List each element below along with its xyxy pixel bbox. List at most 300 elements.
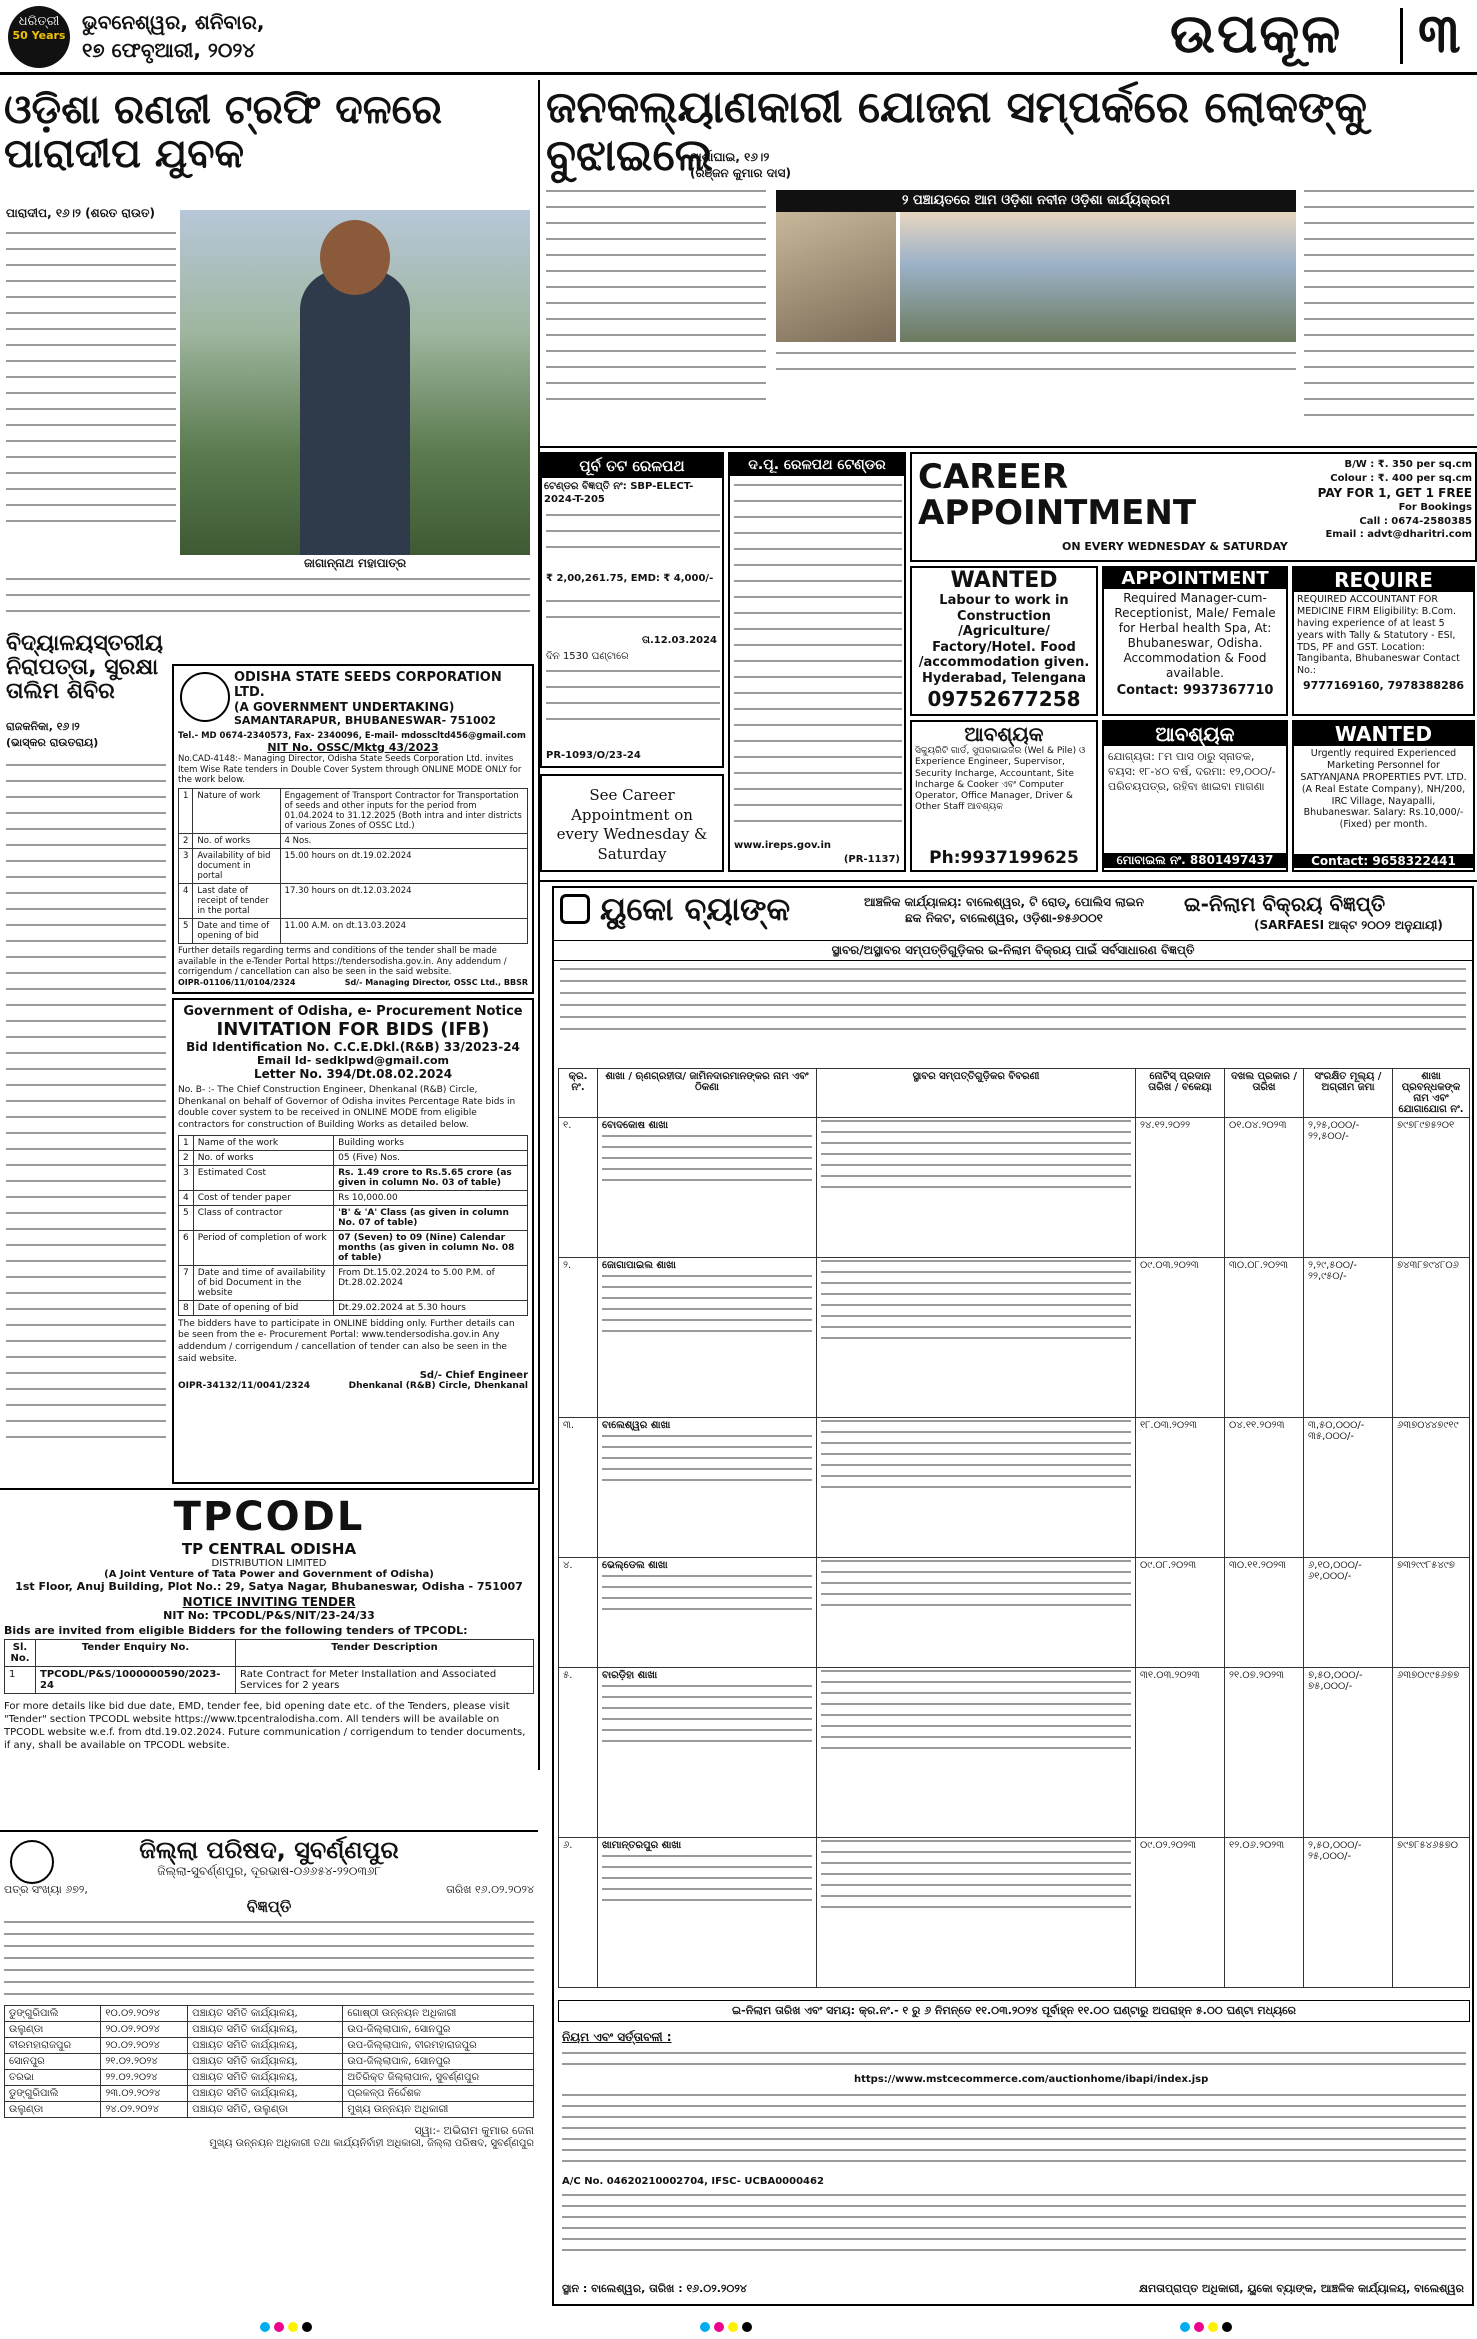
earnest-deposit: ୬୧,୦୦୦/- bbox=[1308, 1571, 1352, 1582]
career-ad-abashyak-2 bbox=[1102, 720, 1288, 872]
rate-bw: B/W : ₹. 350 per sq.cm bbox=[1344, 459, 1472, 470]
cell: ପଞ୍ଚାୟତ ସମିତି କାର୍ଯ୍ୟାଳୟ, bbox=[188, 2086, 343, 2102]
ifb-circle: Dhenkanal (R&B) Circle, Dhenkanal bbox=[348, 1380, 528, 1391]
uco-terms-head: ନିୟମ ଏବଂ ସର୍ତ୍ତାବଳୀ : bbox=[562, 2030, 672, 2044]
table-row bbox=[5, 2022, 534, 2038]
cell: Rate Contract for Meter Installation and Associated Services for 2 years bbox=[236, 1667, 534, 1694]
zp-sign: ସ୍ୱା:- ଅଭିରାମ କୁମାର ଜେନା bbox=[414, 2124, 534, 2137]
branch-name: ବାରଡ଼ିହା ଶାଖା bbox=[602, 1670, 658, 1681]
cell: ୨. bbox=[559, 1258, 598, 1418]
cell: ୩୦.୧୧.୨୦୨୩ bbox=[1225, 1558, 1304, 1668]
masthead bbox=[0, 0, 1477, 70]
cell bbox=[598, 1668, 817, 1838]
tpcodl-address: 1st Floor, Anuj Building, Plot No.: 29, Satya Nagar, Bhubaneswar, Odisha - 751007 bbox=[15, 1580, 523, 1593]
cell: ୦୯.୦୩.୨୦୨୩ bbox=[1136, 1258, 1225, 1418]
tpcodl-name: TP CENTRAL ODISHA bbox=[181, 1540, 357, 1558]
tpcodl-invite: Bids are invited from eligible Bidders for the following tenders of TPCODL: bbox=[4, 1624, 468, 1637]
osscl-table bbox=[178, 788, 528, 944]
table-row bbox=[5, 2006, 534, 2022]
rule-left-col bbox=[0, 1488, 538, 1490]
cell: 11.00 A.M. on dt.13.03.2024 bbox=[280, 918, 527, 943]
ifb-footer: The bidders have to participate in ONLINE bidding only. Further details can be seen from the e- Procurement Portal: www.tendersodisha.gov.in Any addendum / corrigendum / cancellation of tender can also be seen in the said website. bbox=[178, 1318, 515, 1364]
reserve-price: ୨,୫୦,୦୦୦/- bbox=[1308, 1840, 1362, 1851]
story2-body-under-photo bbox=[776, 352, 1296, 384]
cell: ଉଲୁଣ୍ଡା bbox=[5, 2022, 101, 2038]
earnest-deposit: ୭୫,୦୦୦/- bbox=[1308, 1681, 1353, 1692]
cell: ପଞ୍ଚାୟତ ସମିତି କାର୍ଯ୍ୟାଳୟ, bbox=[188, 2022, 343, 2038]
cell: ୩୧.୦୩.୨୦୨୩ bbox=[1136, 1668, 1225, 1838]
ifb-email: Email Id- sedklpwd@gmail.com bbox=[256, 1054, 450, 1067]
cell: 3 bbox=[179, 1165, 194, 1190]
cell: Date of opening of bid bbox=[193, 1300, 333, 1315]
reg-mark-cyan-2 bbox=[700, 2322, 710, 2332]
uco-place-date: ସ୍ଥାନ : ବାଲେଶ୍ୱର, ତାରିଖ : ୧୬.୦୨.୨୦୨୪ bbox=[562, 2282, 747, 2295]
uco-office: ଆଞ୍ଚଳିକ କାର୍ଯ୍ୟାଳୟ: ବାଲେଶ୍ୱର, ଟି ରୋଡ୍, ପୋଲିସ ଲାଇନ ଛକ ନିକଟ, ବାଲେଶ୍ୱର, ଓଡ଼ିଶା-୭୫୬୦୦୧ bbox=[864, 895, 1144, 926]
column-rule-1 bbox=[538, 80, 540, 1770]
cell: 1 bbox=[179, 1135, 194, 1150]
cell-lines bbox=[821, 1840, 1131, 1908]
earnest-deposit: ୨୨,୫୦୦/- bbox=[1308, 1131, 1349, 1142]
reg-mark-magenta-3 bbox=[1194, 2322, 1204, 2332]
reg-mark-black bbox=[302, 2322, 312, 2332]
rate-call: Call : 0674-2580385 bbox=[1359, 515, 1472, 527]
ifb-table bbox=[178, 1135, 528, 1316]
cell: 3 bbox=[179, 848, 193, 883]
ad-title: WANTED bbox=[1294, 722, 1473, 746]
story2-photo-left bbox=[776, 212, 896, 342]
career-ad-wanted bbox=[910, 566, 1098, 716]
career-rates bbox=[1272, 458, 1472, 542]
cell: ମୁଖ୍ୟ ଉନ୍ନୟନ ଅଧିକାରୀ bbox=[343, 2102, 534, 2118]
story1-photo-caption: ଜାଗାନ୍ନାଥ ମହାପାତ୍ର bbox=[303, 556, 407, 570]
story2-body-left bbox=[546, 190, 766, 414]
cell: ପଞ୍ଚାୟତ ସମିତି କାର୍ଯ୍ୟାଳୟ, bbox=[188, 2038, 343, 2054]
table-row bbox=[559, 1558, 1470, 1668]
table-row bbox=[5, 2086, 534, 2102]
story2-photo-right bbox=[900, 212, 1296, 342]
ad-body: Required Manager-cum-Receptionist, Male/ Female for Herbal health Spa, At: Bhubaneswar, Odisha. Accommodation & Food available. bbox=[1114, 591, 1276, 680]
reserve-price: ୨,୨୯,୫୦୦/- bbox=[1308, 1260, 1357, 1271]
logo-text: ଧରିତ୍ରୀ bbox=[18, 14, 60, 29]
cell: ୨୦.୦୨.୨୦୨୪ bbox=[101, 2022, 188, 2038]
cell: Cost of tender paper bbox=[193, 1190, 333, 1205]
player-figure bbox=[300, 270, 410, 555]
table-row bbox=[179, 1165, 528, 1190]
table-row bbox=[5, 2054, 534, 2070]
cell bbox=[817, 1558, 1136, 1668]
branch-name: ଭେଲ୍ଡେଲ ଶାଖା bbox=[602, 1560, 668, 1571]
page-divider bbox=[1400, 8, 1403, 64]
cell bbox=[598, 1118, 817, 1258]
cell: Dt.29.02.2024 at 5.30 hours bbox=[334, 1300, 528, 1315]
cell: 07 (Seven) to 09 (Nine) Calendar months (as given in column No. 08 of table) bbox=[334, 1230, 528, 1265]
ad-title: WANTED bbox=[950, 568, 1058, 593]
cell-lines bbox=[602, 1135, 812, 1181]
cell: ୧. bbox=[559, 1118, 598, 1258]
ad-contact: Ph:9937199625 bbox=[929, 848, 1079, 868]
ad-contact: Contact: 9658322441 bbox=[1294, 854, 1473, 868]
tender-east-body bbox=[546, 514, 720, 562]
story3-byline: (ଭାସ୍କର ରାଉତରାୟ) bbox=[6, 736, 99, 749]
reg-mark-cyan-3 bbox=[1180, 2322, 1190, 2332]
ifb-title: INVITATION FOR BIDS (IFB) bbox=[216, 1019, 490, 1040]
story3-body bbox=[6, 764, 166, 1452]
cell: TPCODL/P&S/1000000590/2023-24 bbox=[36, 1667, 236, 1694]
tender-se-site[interactable]: www.ireps.gov.in bbox=[734, 840, 832, 851]
cell: 1 bbox=[179, 788, 193, 833]
cell-lines bbox=[821, 1560, 1131, 1606]
cell-lines bbox=[821, 1260, 1131, 1339]
cell: ୨୧.୦୭.୨୦୨୩ bbox=[1225, 1668, 1304, 1838]
cell bbox=[817, 1258, 1136, 1418]
cell bbox=[598, 1838, 817, 1988]
uco-auction-line: ଇ-ନିଲାମ ତାରିଖ ଏବଂ ସମୟ: କ୍ର.ନଂ.- ୧ ରୁ ୬ ନିମନ୍ତେ ୧୧.୦୩.୨୦୨୪ ପୂର୍ବାହ୍ନ ୧୧.୦୦ ଘଣ୍ଟାରୁ ଅପରାହ୍ନ ୫.୦୦ ଘଣ୍ଟା ମଧ୍ୟରେ bbox=[558, 2000, 1470, 2022]
cell: Building works bbox=[334, 1135, 528, 1150]
cell: ୧୮.୦୩.୨୦୨୩ bbox=[1136, 1418, 1225, 1558]
cell: ୦୯.୦୨.୨୦୨୩ bbox=[1136, 1838, 1225, 1988]
cell: ୦୯.୦୮.୨୦୨୩ bbox=[1136, 1558, 1225, 1668]
ifb-sign: Sd/- Chief Engineer bbox=[419, 1369, 528, 1381]
cell: ୭୯୭୮୫୪୬୫୭୦ bbox=[1393, 1838, 1470, 1988]
uco-terms-body bbox=[562, 2052, 1466, 2074]
cell: ପଞ୍ଚାୟତ ସମିତି କାର୍ଯ୍ୟାଳୟ, bbox=[188, 2054, 343, 2070]
branch-name: ଖାମାନ୍ତରପୁର ଶାଖା bbox=[602, 1840, 682, 1851]
cell: ୧୦.୦୨.୨୦୨୪ bbox=[101, 2006, 188, 2022]
career-ad-wanted-2 bbox=[1292, 720, 1475, 872]
cell bbox=[817, 1838, 1136, 1988]
career-title: CAREER APPOINTMENT bbox=[918, 457, 1197, 533]
ad-title: APPOINTMENT bbox=[1104, 568, 1286, 589]
table-row bbox=[179, 848, 528, 883]
cell: 1 bbox=[5, 1667, 36, 1694]
cell: 05 (Five) Nos. bbox=[334, 1150, 528, 1165]
uco-bank-name: ୟୁକୋ ବ୍ୟାଙ୍କ bbox=[600, 890, 791, 928]
header-cell: ସ୍ଥାବର ସମ୍ପତ୍ତିଗୁଡ଼ିକର ବିବରଣୀ bbox=[817, 1069, 1136, 1118]
section-name: ଉପକୂଳ bbox=[1170, 2, 1343, 65]
cell: ତରଭା bbox=[5, 2070, 101, 2086]
cell: No. of works bbox=[193, 833, 280, 848]
dateline-date: ୧୭ ଫେବୃଆରୀ, ୨୦୨୪ bbox=[82, 38, 256, 62]
cell bbox=[817, 1418, 1136, 1558]
osscl-footer: Further details regarding terms and conditions of the tender shall be made available in the e-Tender Portal https://tendersodisha.gov.in. Any addendum / corrigendum / cancellation can also be seen in the said website. bbox=[178, 945, 507, 978]
tender-se-body bbox=[734, 484, 902, 836]
cell-lines bbox=[602, 1275, 812, 1332]
ifb-notice bbox=[172, 998, 534, 1484]
tender-east-title: ପୂର୍ବ ତଟ ରେଳପଥ bbox=[542, 454, 722, 478]
header-cell: ଶାଖା / ଋଣଗ୍ରହୀତା/ ଜାମିନଦାରମାନଙ୍କର ନାମ ଏବଂ ଠିକଣା bbox=[598, 1069, 817, 1118]
cell: 2 bbox=[179, 1150, 194, 1165]
reserve-price: ୨,୨୫,୦୦୦/- bbox=[1308, 1120, 1360, 1131]
cell bbox=[1304, 1118, 1393, 1258]
cell: ୨୦.୦୨.୨୦୨୪ bbox=[101, 2038, 188, 2054]
zp-sub: ଜିଲ୍ଲା-ସୁବର୍ଣ୍ଣପୁର, ଦୂରଭାଷ-୦୬୬୫୪-୨୨୦୩୬୮ bbox=[157, 1864, 381, 1878]
tpcodl-notice-title: NOTICE INVITING TENDER bbox=[182, 1595, 356, 1609]
cell: Rs 10,000.00 bbox=[334, 1190, 528, 1205]
story2-dateline: ମାର୍ଶାଘାଇ, ୧୬।୨ bbox=[690, 150, 770, 164]
uco-url[interactable]: https://www.mstcecommerce.com/auctionhome/ibapi/index.jsp bbox=[854, 2074, 1209, 2085]
table-row bbox=[179, 1150, 528, 1165]
uco-intro bbox=[560, 968, 1466, 1040]
tpcodl-sub: DISTRIBUTION LIMITED bbox=[211, 1558, 327, 1569]
table-row bbox=[179, 1300, 528, 1315]
table-header-row bbox=[559, 1069, 1470, 1118]
cell: 'B' & 'A' Class (as given in column No. 07 of table) bbox=[334, 1205, 528, 1230]
story2-headline: ଜନକଲ୍ୟାଣକାରୀ ଯୋଜନା ସମ୍ପର୍କରେ ଲୋକଙ୍କୁ ବୁଝାଇଲେ bbox=[546, 82, 1367, 182]
cell bbox=[1304, 1558, 1393, 1668]
cell: ୨୪.୧୨.୨୦୨୨ bbox=[1136, 1118, 1225, 1258]
rule-above-uco bbox=[540, 880, 1477, 882]
earnest-deposit: ୩୫,୦୦୦/- bbox=[1308, 1431, 1354, 1442]
reg-mark-yellow-3 bbox=[1208, 2322, 1218, 2332]
cell: ୨୪.୦୨.୨୦୨୪ bbox=[101, 2102, 188, 2118]
cell: ୬. bbox=[559, 1838, 598, 1988]
page-number: ୩ bbox=[1418, 2, 1463, 65]
branch-name: ବୋଦକୋଷ ଶାଖା bbox=[602, 1120, 669, 1131]
rule-under-story2 bbox=[540, 446, 1477, 448]
cell bbox=[1304, 1838, 1393, 1988]
masthead-rule bbox=[0, 72, 1477, 75]
cell: ପଞ୍ଚାୟତ ସମିତି କାର୍ଯ୍ୟାଳୟ, bbox=[188, 2006, 343, 2022]
cell: ପ୍ରକଳ୍ପ ନିର୍ଦ୍ଦେଶକ bbox=[343, 2086, 534, 2102]
cell bbox=[1304, 1418, 1393, 1558]
uco-notice bbox=[552, 886, 1474, 2306]
header-cell: କ୍ର. ନଂ. bbox=[559, 1069, 598, 1118]
logo-badge bbox=[8, 6, 70, 68]
cell-lines bbox=[602, 1435, 812, 1481]
earnest-deposit: ୨୨,୯୫୦/- bbox=[1308, 1271, 1347, 1282]
cell-lines bbox=[821, 1670, 1131, 1749]
tender-east-body-2 bbox=[546, 600, 720, 632]
ifb-intro: No. B- :- The Chief Construction Engineer, Dhenkanal (R&B) Circle, Dhenkanal on behalf of Governor of Odisha invites Percentage Rate bids in double cover system to be received in ONLINE MODE from eligible contractors for construction of Building Works as detailed below. bbox=[178, 1085, 516, 1131]
table-row bbox=[179, 833, 528, 848]
cell: ଉପ-ଜିଲ୍ଲାପାଳ, ବୀରମହାରାଜପୁର bbox=[343, 2038, 534, 2054]
ad-contact: 9777169160, 7978388286 bbox=[1302, 679, 1465, 693]
tender-se-railway bbox=[728, 452, 906, 872]
career-ad-require bbox=[1292, 566, 1475, 716]
cell: 8 bbox=[179, 1300, 194, 1315]
ad-contact: 09752677258 bbox=[927, 686, 1081, 711]
story1-body-bottom bbox=[6, 578, 530, 626]
uco-terms-body-3 bbox=[562, 2194, 1466, 2260]
cell: 2 bbox=[179, 833, 193, 848]
cell: ପଞ୍ଚାୟତ ସମିତି, ଉଲୁଣ୍ଡା bbox=[188, 2102, 343, 2118]
tender-east-code: PR-1093/O/23-24 bbox=[546, 750, 641, 761]
dateline-location: ଭୁବନେଶ୍ୱର, ଶନିବାର, bbox=[82, 10, 265, 34]
tender-east-body-3 bbox=[546, 670, 720, 734]
tender-se-title: ଦ.ପୂ. ରେଳପଥ ଟେଣ୍ଡର bbox=[730, 454, 904, 476]
ad-body: ସିକ୍ୟୁରିଟି ଗାର୍ଡ, ସୁପରଭାଇଜର (Wel & Pile) ଓ Experience Engineer, Supervisor, Security Incharge, Accountant, Site Incharge & Cooker ଏବଂ Computer Operator, Office Manager, Driver & Other Staff ଆବଶ୍ୟକ bbox=[915, 746, 1086, 813]
table-row bbox=[179, 1205, 528, 1230]
header-cell: ନୋଟିସ୍ ପ୍ରଦାନ ତାରିଖ / ବକେୟା bbox=[1136, 1069, 1225, 1118]
cell: ସୋନପୁର bbox=[5, 2054, 101, 2070]
zp-title: ଜିଲ୍ଲା ପରିଷଦ, ସୁବର୍ଣ୍ଣପୁର bbox=[139, 1836, 399, 1864]
cell: 4 bbox=[179, 1190, 194, 1205]
story1-dateline: ପାରାଦୀପ, ୧୬।୨ (ଶରତ ରାଉତ) bbox=[6, 206, 155, 220]
cell-lines bbox=[821, 1420, 1131, 1488]
cell bbox=[817, 1118, 1136, 1258]
osscl-address: SAMANTARAPUR, BHUBANESWAR- 751002 bbox=[234, 714, 496, 727]
career-header bbox=[910, 452, 1477, 562]
table-row bbox=[5, 2102, 534, 2118]
cell-lines bbox=[821, 1120, 1131, 1188]
cell: ୭୯୭୮୯୭୫୨୦୧ bbox=[1393, 1118, 1470, 1258]
uco-table bbox=[558, 1068, 1470, 1988]
table-row bbox=[5, 2038, 534, 2054]
header-cell: Sl. No. bbox=[5, 1640, 36, 1667]
uco-subhead: ସ୍ଥାବର/ଅସ୍ଥାବର ସମ୍ପତ୍ତିଗୁଡ଼ିକର ଇ-ନିଲାମ ବିକ୍ରୟ ପାଇଁ ସର୍ବସାଧାରଣ ବିଜ୍ଞପ୍ତି bbox=[554, 940, 1472, 961]
rate-offer: PAY FOR 1, GET 1 FREE bbox=[1317, 486, 1472, 500]
logo-years: 50 Years bbox=[12, 29, 66, 42]
tender-east-time: ଦିନ 1530 ଘଣ୍ଟାରେ bbox=[546, 651, 629, 662]
table-row bbox=[179, 1265, 528, 1300]
table-header-row bbox=[5, 1640, 534, 1667]
table-row bbox=[559, 1418, 1470, 1558]
cell: ଉପ-ଜିଲ୍ଲାପାଳ, ସୋନପୁର bbox=[343, 2054, 534, 2070]
table-row bbox=[179, 1190, 528, 1205]
tpcodl-table bbox=[4, 1639, 534, 1694]
cell: Nature of work bbox=[193, 788, 280, 833]
cell: ପଞ୍ଚାୟତ ସମିତି କାର୍ଯ୍ୟାଳୟ, bbox=[188, 2070, 343, 2086]
career-ad-appointment bbox=[1102, 566, 1288, 716]
table-row bbox=[559, 1118, 1470, 1258]
table-row bbox=[5, 1667, 534, 1694]
ad-contact: Contact: 9937367710 bbox=[1116, 683, 1274, 698]
osscl-logo bbox=[180, 672, 230, 722]
ad-contact: ମୋବାଇଲ ନଂ. 8801497437 bbox=[1104, 853, 1286, 868]
table-row bbox=[559, 1668, 1470, 1838]
zp-letter: ପତ୍ର ସଂଖ୍ୟା ୬୭୨, bbox=[4, 1883, 88, 1896]
table-row bbox=[179, 1230, 528, 1265]
zp-body bbox=[4, 1921, 534, 1995]
zp-heading: ବିଜ୍ଞପ୍ତି bbox=[246, 1897, 292, 1916]
ad-title: ଆବଶ୍ୟକ bbox=[1104, 722, 1286, 746]
cell: Rs. 1.49 crore to Rs.5.65 crore (as given in column No. 03 of table) bbox=[334, 1165, 528, 1190]
cell: Availability of bid document in portal bbox=[193, 848, 280, 883]
osscl-sign: Sd/- Managing Director, OSSC Ltd., BBSR bbox=[344, 977, 528, 987]
cell: 4 bbox=[179, 883, 193, 918]
tpcodl-jv: (A Joint Venture of Tata Power and Government of Odisha) bbox=[104, 1569, 434, 1580]
cell bbox=[1304, 1668, 1393, 1838]
ifb-bid-id: Bid Identification No. C.C.E.Dkl.(R&B) 33/2023-24 bbox=[186, 1040, 520, 1054]
player-head bbox=[320, 220, 390, 295]
table-row bbox=[179, 883, 528, 918]
reg-mark-black-2 bbox=[742, 2322, 752, 2332]
cell: Class of contractor bbox=[193, 1205, 333, 1230]
cell: ୬୩୭୦୪୪୭୯୧୯ bbox=[1393, 1418, 1470, 1558]
cell: ୩୦.୦୮.୨୦୨୩ bbox=[1225, 1258, 1304, 1418]
cell: 6 bbox=[179, 1230, 194, 1265]
cell bbox=[817, 1668, 1136, 1838]
header-cell: ଶାଖା ପ୍ରବନ୍ଧକଙ୍କ ନାମ ଏବଂ ଯୋଗାଯୋଗ ନଂ. bbox=[1393, 1069, 1470, 1118]
rate-colour: Colour : ₹. 400 per sq.cm bbox=[1330, 472, 1472, 484]
reg-mark-magenta-2 bbox=[714, 2322, 724, 2332]
rule-left-col-2 bbox=[0, 1830, 538, 1832]
uco-terms-body-2 bbox=[562, 2094, 1466, 2171]
reg-mark-yellow bbox=[288, 2322, 298, 2332]
ad-body: ଯୋଗ୍ୟତା: ୮ମ ପାସ ଠାରୁ ସ୍ନାତକ, ବୟସ: ୧୮-୪୦ ବର୍ଷ, ଦରମା: ୧୨,୦୦୦/- ପରିଚୟପତ୍ର, ରହିବା ଖାଇବା ମାଗଣା bbox=[1108, 750, 1276, 793]
ad-title: REQUIRE bbox=[1294, 568, 1473, 592]
table-row bbox=[5, 2070, 534, 2086]
cell: Period of completion of work bbox=[193, 1230, 333, 1265]
osscl-name: ODISHA STATE SEEDS CORPORATION LTD. bbox=[234, 670, 502, 700]
tpcodl-footer: For more details like bid due date, EMD, tender fee, bid opening date etc. of the Tenders, please visit "Tender" section TPCODL website https://www.tpcentralodisha.com. All tenders will be available on TPCODL website w.e.f. from dtd.19.02.2024. Future communication / corrigendum to tender documents, if any, shall be available on TPCODL website. bbox=[4, 1701, 526, 1751]
cell: 5 bbox=[179, 1205, 194, 1230]
cell: ଅତିରିକ୍ତ ଜିଲ୍ଲାପାଳ, ସୁବର୍ଣ୍ଣପୁର bbox=[343, 2070, 534, 2086]
story1-body-left bbox=[6, 232, 176, 536]
ifb-letter: Letter No. 394/Dt.08.02.2024 bbox=[253, 1067, 453, 1081]
zp-emblem bbox=[10, 1840, 54, 1884]
tender-east-notice: ଟେଣ୍ଡର ବିଜ୍ଞପ୍ତି ନଂ: SBP-ELECT-2024-T-205 bbox=[544, 481, 694, 505]
table-row bbox=[559, 1838, 1470, 1988]
cell: ୨୨.୦୨.୨୦୨୪ bbox=[101, 2070, 188, 2086]
tpcodl-logo: TPCODL bbox=[173, 1494, 365, 1540]
table-row bbox=[179, 788, 528, 833]
zp-date: ତାରିଖ ୧୬.୦୨.୨୦୨୪ bbox=[446, 1883, 534, 1896]
cell: ଉପ-ଜିଲ୍ଲାପାଳ, ସୋନପୁର bbox=[343, 2022, 534, 2038]
rate-booking: For Bookings bbox=[1398, 502, 1472, 514]
cell bbox=[598, 1418, 817, 1558]
cell: ୨୩.୦୨.୨୦୨୪ bbox=[101, 2086, 188, 2102]
rate-email: Email : advt@dharitri.com bbox=[1325, 529, 1472, 541]
cell: ୩. bbox=[559, 1418, 598, 1558]
header-cell: ସଂରକ୍ଷିତ ମୂଲ୍ୟ / ଅଗ୍ରୀମ ଜମା bbox=[1304, 1069, 1393, 1118]
cell: 5 bbox=[179, 918, 193, 943]
osscl-code: OIPR-01106/11/0104/2324 bbox=[178, 977, 296, 987]
cell: Date and time of availability of bid Document in the website bbox=[193, 1265, 333, 1300]
cell: ୪. bbox=[559, 1558, 598, 1668]
reg-mark-black-3 bbox=[1222, 2322, 1232, 2332]
cell: ୨୧.୦୨.୨୦୨୪ bbox=[101, 2054, 188, 2070]
cell: ଡୁଙ୍ଗୁରିପାଲି bbox=[5, 2006, 101, 2022]
tender-east-amount: ₹ 2,00,261.75, EMD: ₹ 4,000/- bbox=[546, 573, 714, 584]
cell: Date and time of opening of bid bbox=[193, 918, 280, 943]
osscl-notice bbox=[172, 664, 534, 994]
ad-body: REQUIRED ACCOUNTANT FOR MEDICINE FIRM Eligibility: B.Com. having experience of at least 5 years with Tally & Statutory - ESI, TDS, PF and GST. Location: Tangibanta, Bhubaneswar Contact No.: bbox=[1297, 594, 1460, 677]
cell: ୫. bbox=[559, 1668, 598, 1838]
branch-name: ବାଲେଶ୍ୱର ଶାଖା bbox=[602, 1420, 671, 1431]
cell: ଗୋଷ୍ଠୀ ଉନ୍ନୟନ ଅଧିକାରୀ bbox=[343, 2006, 534, 2022]
story2-byline: (ରଞ୍ଜନ କୁମାର ଦାସ) bbox=[690, 166, 791, 180]
cell: 7 bbox=[179, 1265, 194, 1300]
branch-name: ଜୋଗାପାଇଲ ଶାଖା bbox=[602, 1260, 676, 1271]
ifb-code: OIPR-34132/11/0041/2324 bbox=[178, 1380, 311, 1391]
cell bbox=[598, 1558, 817, 1668]
table-row bbox=[179, 1135, 528, 1150]
uco-logo-icon bbox=[560, 894, 590, 924]
cell: From Dt.15.02.2024 to 5.00 P.M. of Dt.28.02.2024 bbox=[334, 1265, 528, 1300]
tender-east-date: ତା.12.03.2024 bbox=[642, 635, 718, 646]
cell: ଉଲୁଣ୍ଡା bbox=[5, 2102, 101, 2118]
cell: ବୀରମହାରାଜପୁର bbox=[5, 2038, 101, 2054]
ifb-gov: Government of Odisha, e- Procurement Notice bbox=[183, 1004, 523, 1019]
header-cell: Tender Description bbox=[236, 1640, 534, 1667]
career-ad-abashyak-1 bbox=[910, 720, 1098, 872]
cell: 15.00 hours on dt.19.02.2024 bbox=[280, 848, 527, 883]
story3-dateline: ରାଜକନିକା, ୧୬।୨ bbox=[6, 720, 80, 733]
reg-mark-magenta bbox=[274, 2322, 284, 2332]
osscl-intro: No.CAD-4148:- Managing Director, Odisha State Seeds Corporation Ltd. invites Item Wise Rate tenders in Double Cover System through ONLINE MODE ONLY for the work below. bbox=[178, 754, 522, 786]
cell: ୦୪.୧୧.୨୦୨୩ bbox=[1225, 1418, 1304, 1558]
uco-sign: କ୍ଷମତାପ୍ରାପ୍ତ ଅଧିକାରୀ, ୟୁକୋ ବ୍ୟାଙ୍କ, ଆଞ୍ଚଳିକ କାର୍ଯ୍ୟାଳୟ, ବାଲେଶ୍ୱର bbox=[1139, 2282, 1464, 2295]
header-cell: ଦଖଲ ପ୍ରକାର / ତାରିଖ bbox=[1225, 1069, 1304, 1118]
story1-photo bbox=[180, 210, 530, 555]
cell: 17.30 hours on dt.12.03.2024 bbox=[280, 883, 527, 918]
reg-mark-cyan bbox=[260, 2322, 270, 2332]
table-row bbox=[559, 1258, 1470, 1418]
cell: ୧୨.୦୬.୨୦୨୩ bbox=[1225, 1838, 1304, 1988]
ad-title: ଆବଶ୍ୟକ bbox=[964, 722, 1044, 746]
osscl-sub: (A GOVERNMENT UNDERTAKING) bbox=[234, 700, 455, 714]
